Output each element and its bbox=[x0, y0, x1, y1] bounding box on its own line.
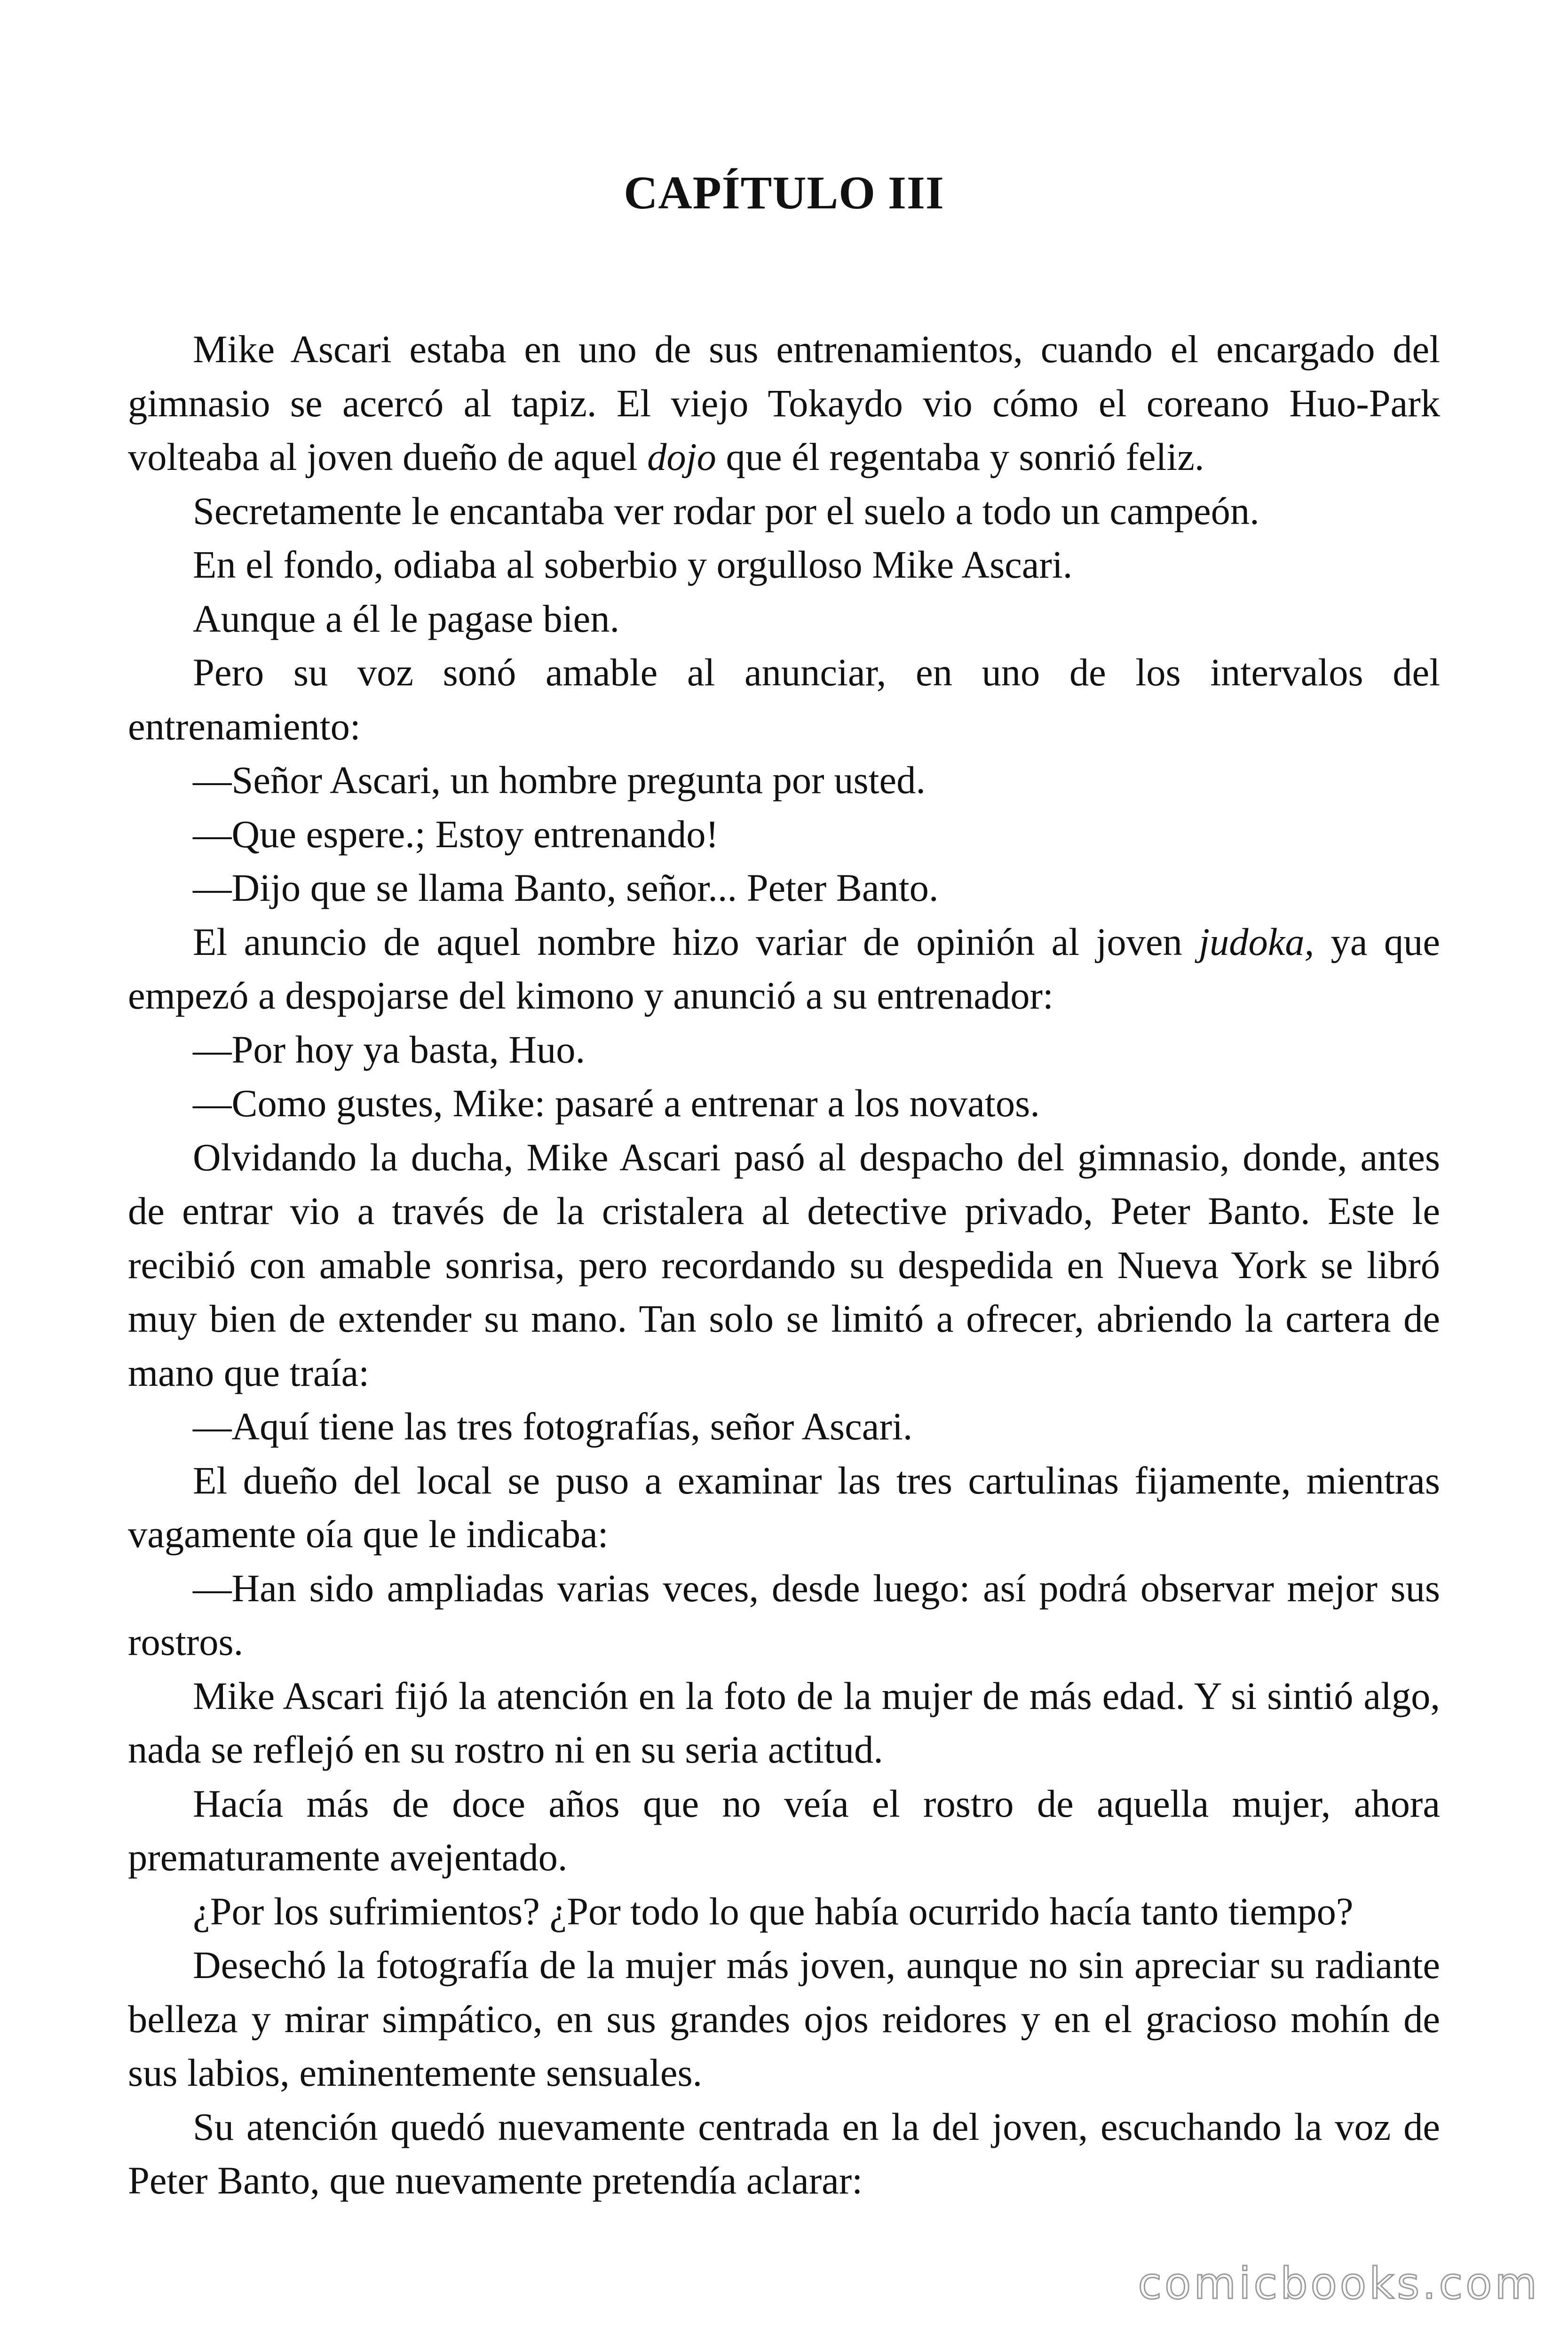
paragraph bbox=[128, 915, 1440, 1023]
chapter-body bbox=[128, 322, 1440, 2208]
text-run: El anuncio de aquel nombre hizo variar de opinión al joven bbox=[193, 920, 1199, 963]
paragraph bbox=[128, 322, 1440, 484]
text-run: —Señor Ascari, un hombre pregunta por usted. bbox=[193, 758, 926, 802]
paragraph bbox=[128, 1561, 1440, 1669]
text-run: ¿Por los sufrimientos? ¿Por todo lo que había ocurrido hacía tanto tiempo? bbox=[193, 1889, 1354, 1933]
paragraph bbox=[128, 1938, 1440, 2100]
paragraph bbox=[128, 1076, 1440, 1130]
paragraph bbox=[128, 753, 1440, 807]
text-run: El dueño del local se puso a examinar las tres cartulinas fijamente, mientras vagamente oía que le indicaba: bbox=[128, 1458, 1440, 1556]
text-run: —Que espere.; Estoy entrenando! bbox=[193, 812, 719, 856]
text-run: Mike Ascari fijó la atención en la foto de la mujer de más edad. Y si sintió algo, nada se reflejó en su rostro ni en su seria actitud. bbox=[128, 1674, 1440, 1771]
italic-term: judoka, bbox=[1199, 920, 1315, 963]
text-run: ya que empezó a despojarse del kimono y anunció a su entrenador: bbox=[128, 920, 1440, 1017]
paragraph bbox=[128, 1669, 1440, 1777]
text-run: que él regentaba y sonrió feliz. bbox=[716, 435, 1204, 478]
text-run: Olvidando la ducha, Mike Ascari pasó al despacho del gimnasio, donde, antes de entrar vio a través de la cristalera al detective privado, Peter Banto. Este le recibió con amable sonrisa, pero recordando su despedida en Nueva York se libró muy bien de extender su mano. Tan solo se limitó a ofrecer, abriendo la cartera de mano que traía: bbox=[128, 1135, 1440, 1394]
italic-term: dojo bbox=[647, 435, 716, 478]
text-run: Aunque a él le pagase bien. bbox=[193, 596, 620, 640]
text-run: Hacía más de doce años que no veía el rostro de aquella mujer, ahora prematuramente avejentado. bbox=[128, 1781, 1440, 1879]
paragraph bbox=[128, 807, 1440, 861]
paragraph bbox=[128, 645, 1440, 753]
text-run: En el fondo, odiaba al soberbio y orgulloso Mike Ascari. bbox=[193, 543, 1073, 586]
paragraph bbox=[128, 1884, 1440, 1939]
text-run: Su atención quedó nuevamente centrada en la del joven, escuchando la voz de Peter Banto, que nuevamente pretendía aclarar: bbox=[128, 2105, 1440, 2202]
text-run: Desechó la fotografía de la mujer más joven, aunque no sin apreciar su radiante belleza y mirar simpático, en sus grandes ojos reidores y en el gracioso mohín de sus labios, eminentemente sensuales. bbox=[128, 1943, 1440, 2094]
text-run: —Dijo que se llama Banto, señor... Peter Banto. bbox=[193, 866, 939, 909]
text-run: Pero su voz sonó amable al anunciar, en uno de los intervalos del entrenamiento: bbox=[128, 651, 1440, 748]
paragraph bbox=[128, 1454, 1440, 1561]
paragraph bbox=[128, 592, 1440, 646]
paragraph bbox=[128, 538, 1440, 592]
text-run: Secretamente le encantaba ver rodar por el suelo a todo un campeón. bbox=[193, 489, 1259, 532]
text-run: —Han sido ampliadas varias veces, desde luego: así podrá observar mejor sus rostros. bbox=[128, 1566, 1440, 1663]
text-run: —Aquí tiene las tres fotografías, señor Ascari. bbox=[193, 1405, 913, 1448]
paragraph bbox=[128, 1023, 1440, 1077]
paragraph bbox=[128, 1130, 1440, 1400]
text-run: —Por hoy ya basta, Huo. bbox=[193, 1027, 586, 1071]
text-run: Mike Ascari estaba en uno de sus entrenamientos, cuando el encargado del gimnasio se acercó al tapiz. El viejo Tokaydo vio cómo el coreano Huo-Park volteaba al joven dueño de aquel bbox=[128, 327, 1440, 478]
paragraph bbox=[128, 484, 1440, 538]
watermark: comicbooks.com bbox=[1138, 2258, 1540, 2309]
chapter-title: CAPÍTULO III bbox=[624, 167, 944, 219]
paragraph bbox=[128, 1777, 1440, 1884]
paragraph bbox=[128, 1399, 1440, 1454]
text-run: —Como gustes, Mike: pasaré a entrenar a los novatos. bbox=[193, 1081, 1040, 1125]
paragraph bbox=[128, 861, 1440, 915]
paragraph bbox=[128, 2100, 1440, 2208]
